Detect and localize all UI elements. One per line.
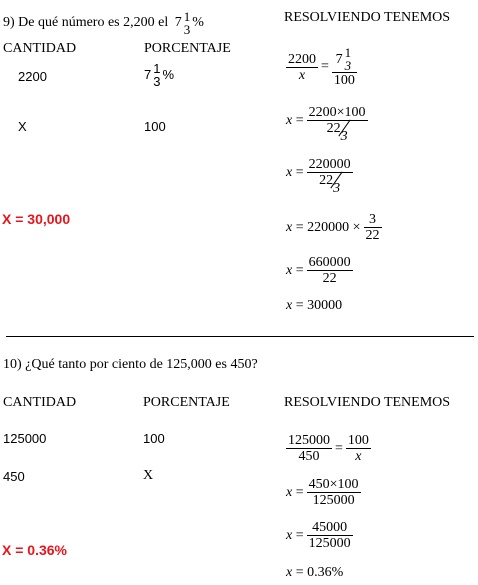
equation-lhs: x = 220000 ×	[286, 219, 361, 235]
equation-lhs: x =	[286, 164, 304, 180]
problem-9-title	[3, 10, 204, 36]
problem-10-step-2	[286, 477, 361, 508]
fraction-numerator: 125000	[288, 433, 330, 448]
problem-10-resolve-header: RESOLVIENDO TENEMOS	[284, 395, 451, 410]
problem-9-row2-cantidad: X	[18, 119, 27, 134]
fraction-numerator: 7 1 3	[332, 46, 357, 73]
problem-9-step-6-value: 30000	[307, 298, 343, 313]
problem-10-step-1: $\frac{125000}{450}$ = $\frac{100}{x}$	[288, 433, 369, 464]
problem-9-step-3	[286, 157, 353, 196]
problem-9-col-porcentaje: PORCENTAJE	[144, 41, 231, 56]
problem-9-step-6: x = 30000	[286, 298, 343, 313]
problem-9-row2-porcentaje: 100	[144, 119, 166, 134]
problem-9-row1-porcentaje	[144, 62, 174, 88]
equation-lhs: x =	[286, 527, 304, 543]
fraction	[307, 520, 353, 551]
fraction	[346, 433, 371, 464]
fraction-denominator: 22	[322, 271, 337, 286]
fraction-denominator: 3	[153, 74, 161, 89]
fraction-denominator: x	[355, 449, 362, 464]
problem-9-answer: X = 30,000	[2, 211, 71, 227]
fraction-numerator: 2200×100	[308, 105, 366, 120]
fraction-denominator: 450	[298, 449, 320, 464]
fraction-denominator: 22 3	[307, 173, 353, 188]
problem-9-step-2	[286, 105, 368, 144]
mixed-whole: 7	[174, 15, 182, 30]
fraction	[307, 105, 368, 144]
problem-10-step-4: x = 0.36%	[286, 565, 344, 580]
mixed-fraction	[182, 10, 193, 36]
fraction-denominator: 125000	[312, 493, 355, 508]
fraction-numerator: 660000	[308, 255, 351, 270]
problem-10-col-cantidad: CANTIDAD	[3, 395, 77, 410]
fraction-numerator: 100	[347, 433, 369, 448]
fraction-numerator: 450×100	[308, 477, 359, 492]
problem-10-step-3	[286, 520, 353, 551]
mixed-whole: 7	[144, 67, 152, 82]
percent-sign: %	[192, 15, 204, 30]
fraction-denominator: 22	[365, 228, 380, 243]
problem-9-title-text: 9) De qué número es 2,200 el	[3, 15, 169, 30]
fraction	[286, 52, 318, 83]
fraction	[307, 477, 361, 508]
equation-lhs: x =	[286, 112, 304, 128]
equation-lhs: x =	[286, 262, 304, 278]
fraction	[307, 157, 353, 196]
problem-10-step-4-value: 0.36%	[307, 565, 344, 580]
problem-10-answer: X = 0.36%	[2, 542, 67, 558]
fraction	[364, 212, 382, 243]
problem-9-resolve-header: RESOLVIENDO TENEMOS	[284, 10, 451, 25]
mixed-fraction	[151, 62, 162, 88]
fraction	[332, 46, 357, 88]
problem-10-row2-porcentaje: X	[143, 468, 154, 483]
fraction-denominator: x	[298, 67, 306, 83]
problem-10-row1-porcentaje: 100	[143, 431, 165, 446]
problem-9-title-mixed-number	[175, 10, 204, 36]
problem-9-col-cantidad: CANTIDAD	[3, 41, 77, 56]
problem-9-row1-cantidad: 2200	[18, 69, 47, 84]
fraction	[286, 433, 332, 464]
problem-9-step-4	[286, 212, 382, 243]
fraction-denominator: 100	[333, 73, 355, 88]
fraction-denominator: 3	[183, 22, 191, 37]
fraction-numerator: 2200	[288, 51, 316, 67]
problem-10-row2-cantidad: 450	[3, 469, 25, 484]
problem-10-col-porcentaje: PORCENTAJE	[143, 395, 230, 410]
fraction-numerator: 1	[153, 61, 161, 76]
problem-9-step-5	[286, 255, 353, 286]
problem-10-title: 10) ¿Qué tanto por ciento de 125,000 es 450?	[3, 357, 258, 372]
section-divider	[6, 336, 474, 337]
fraction-numerator: 45000	[307, 520, 353, 536]
fraction-numerator: 3	[364, 212, 382, 228]
equation-lhs: x =	[286, 484, 304, 500]
fraction-denominator: 125000	[308, 536, 351, 551]
fraction-denominator: 22 3	[307, 121, 368, 136]
problem-9-step-1: $\frac{2200}{x}$ = 7 1 3 100	[288, 45, 355, 88]
fraction-numerator: 220000	[308, 157, 351, 172]
problem-10-row1-cantidad: 125000	[3, 431, 47, 446]
fraction	[307, 255, 353, 286]
fraction-numerator: 1	[183, 9, 191, 24]
percent-sign: %	[162, 67, 175, 82]
